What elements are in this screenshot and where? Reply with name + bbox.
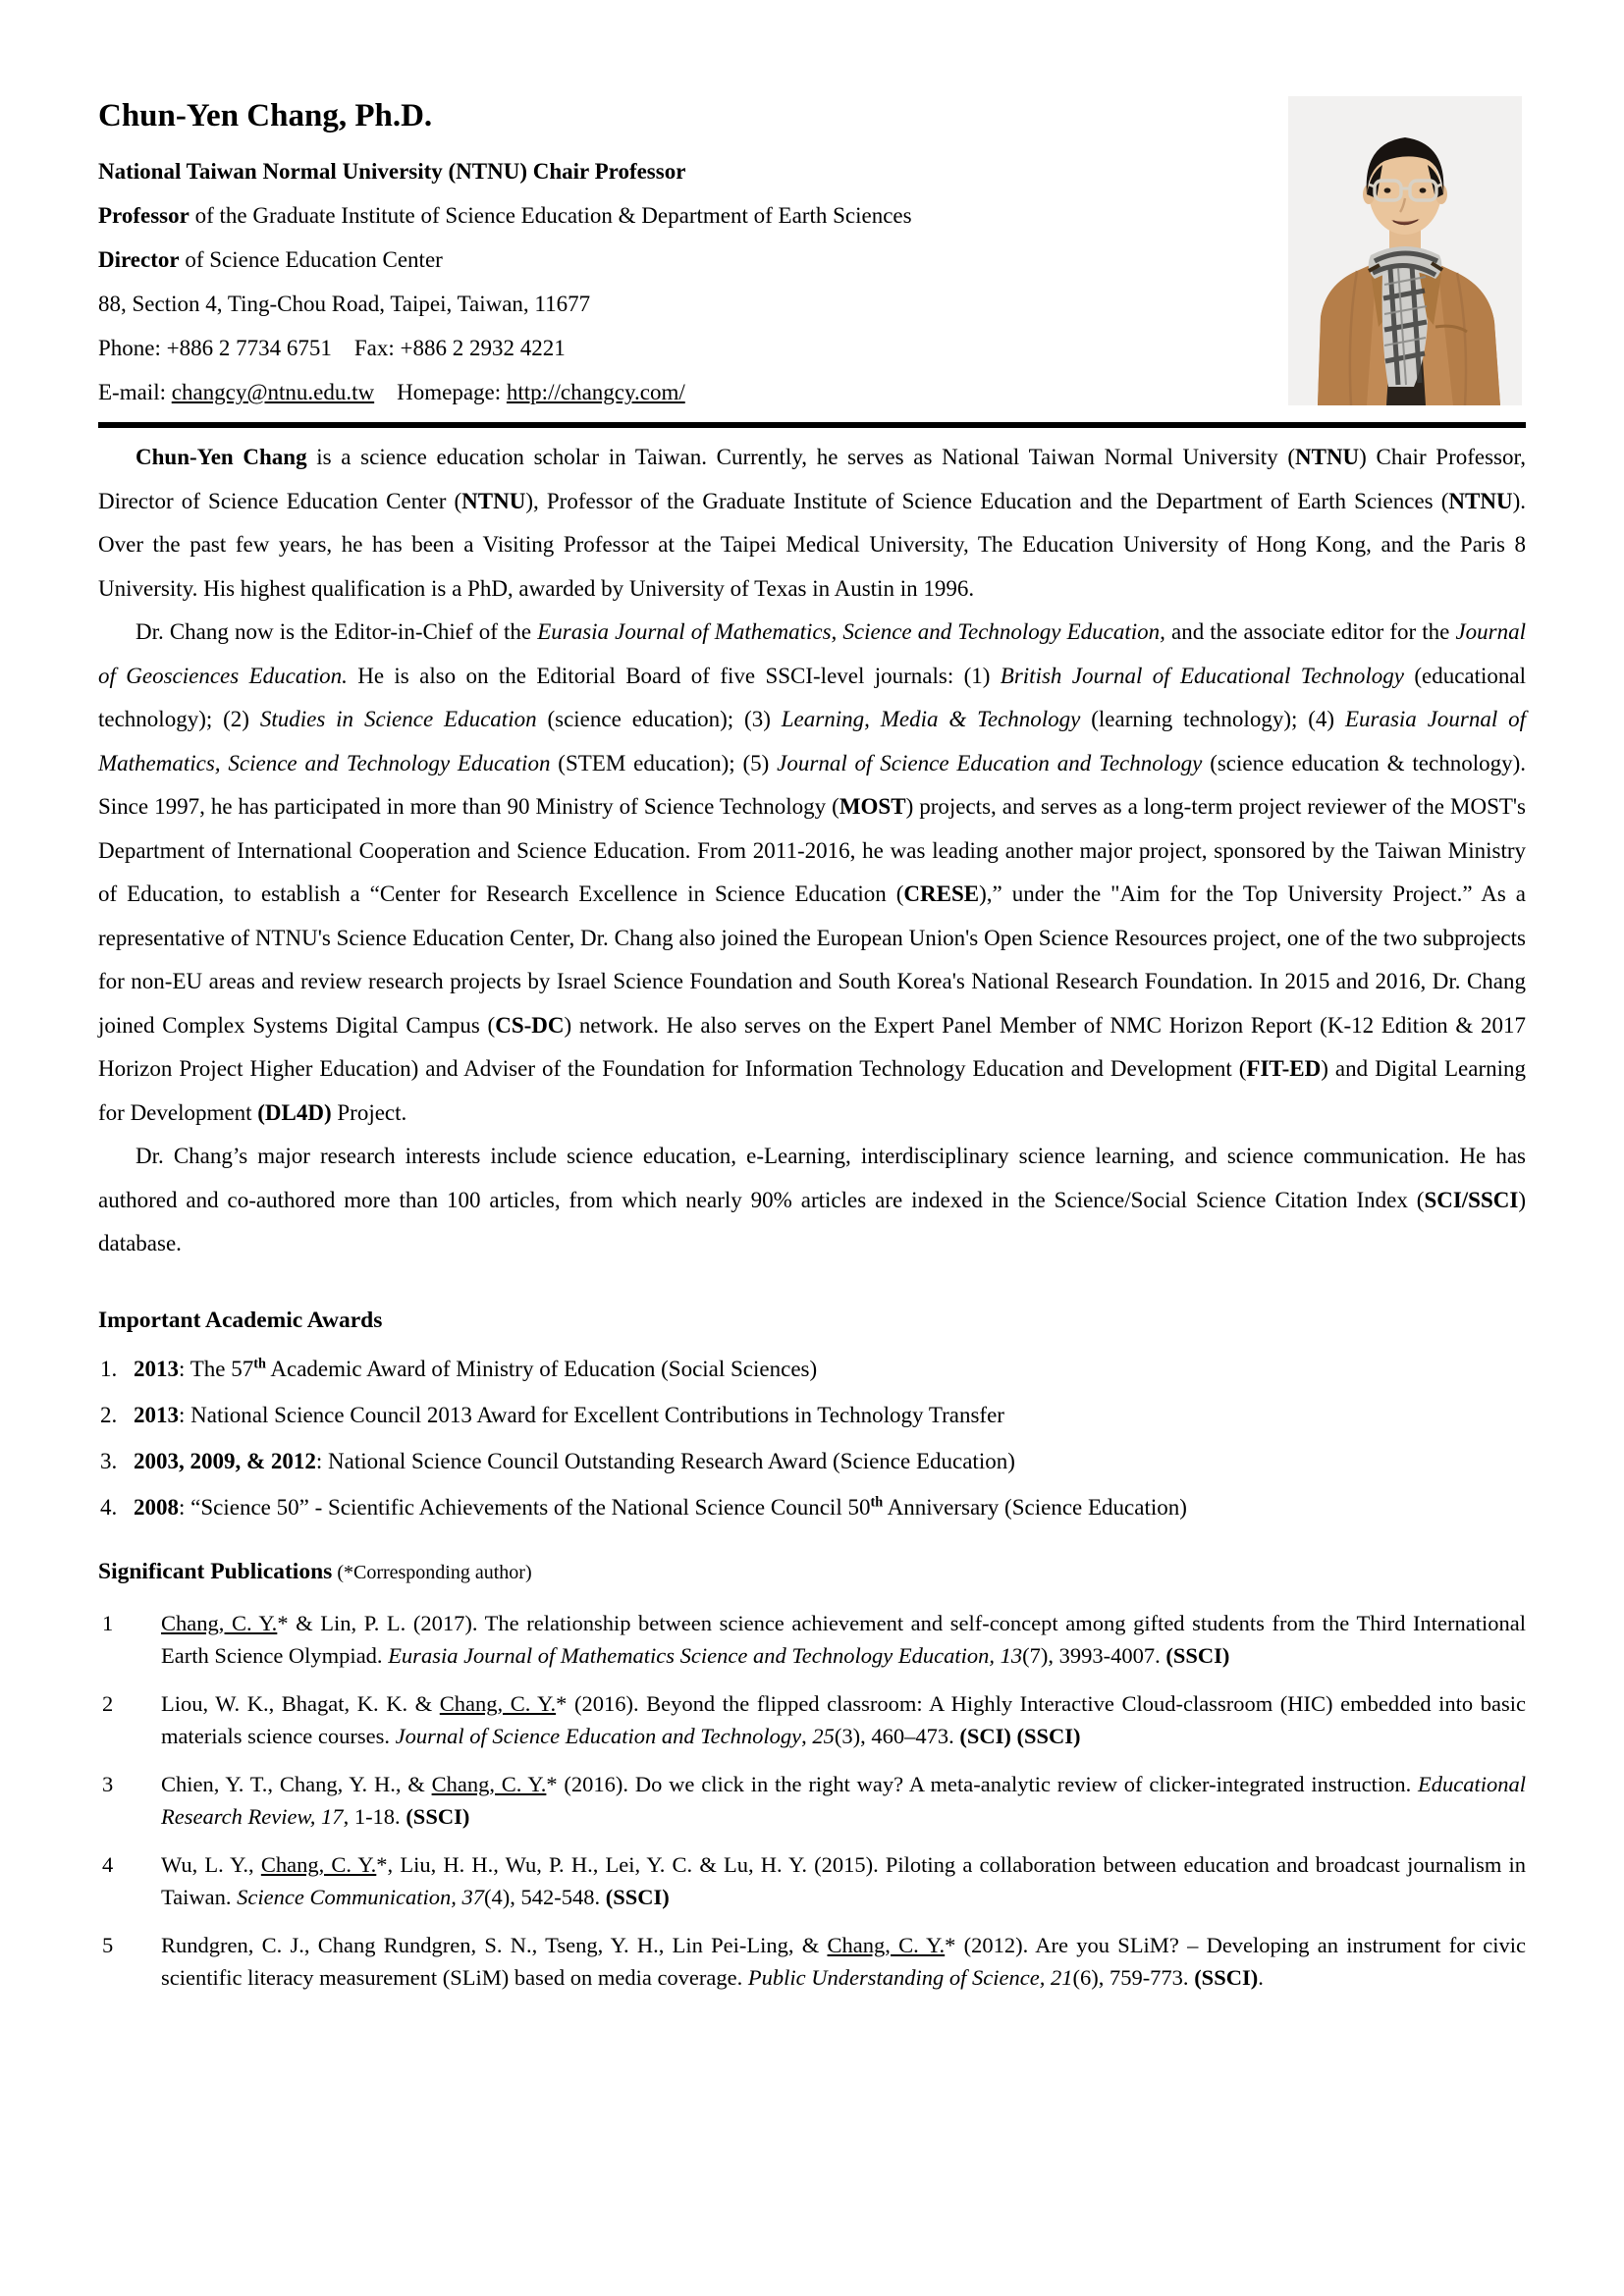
page-title: Chun-Yen Chang, Ph.D. — [98, 98, 433, 133]
award-text — [134, 1495, 1187, 1520]
text-segment: Science Communication, 37 — [237, 1884, 484, 1909]
text-segment: *, Liu, H. H., Wu, P. H., Lei, Y. C. & Lu, H. Y. (2015). Piloting a collaboration between education and broadcast journalism in Taiwan. — [161, 1851, 1527, 1909]
portrait-photo — [1288, 96, 1522, 405]
biography-section — [98, 436, 1526, 1266]
text-segment: 2003, 2009, & 2012 — [134, 1448, 316, 1473]
text-segment: Learning, Media & Technology — [781, 707, 1081, 731]
text-segment: FIT-ED — [1246, 1056, 1322, 1081]
text-segment: 2013 — [134, 1356, 179, 1381]
text-segment: Eurasia Journal of Mathematics Science and Technology Education, 13 — [388, 1642, 1023, 1668]
text-segment: * (2016). Beyond the flipped classroom: A Highly Interactive Cloud-classroom (HIC) embedded into basic materials science courses. — [161, 1690, 1526, 1748]
award-number: 4. — [100, 1494, 118, 1520]
text-segment: NTNU — [1295, 445, 1360, 469]
header-divider — [98, 422, 1526, 428]
text-segment: Project. — [331, 1099, 407, 1125]
text-segment: ) and Digital Learning for Development — [98, 1056, 1526, 1125]
text-segment: 25 — [812, 1723, 835, 1748]
award-text — [134, 1403, 1004, 1427]
professor-line — [98, 193, 1257, 238]
publication-number: 1 — [102, 1610, 114, 1635]
text-segment: : National Science Council Outstanding Research Award (Science Education) — [315, 1448, 1015, 1473]
text-segment: th — [870, 1493, 884, 1510]
text-segment: Professor — [98, 203, 189, 228]
text-segment: (SSCI) — [1194, 1964, 1259, 1990]
text-segment: and the associate editor for the — [1164, 619, 1456, 644]
text-segment: SCI/SSCI — [1424, 1187, 1519, 1212]
awards-heading: Important Academic Awards — [98, 1307, 383, 1333]
text-segment: * (2016). Do we click in the right way? A meta-analytic review of clicker-integrated instruction. — [546, 1771, 1419, 1796]
header — [98, 96, 1526, 414]
email-link[interactable]: changcy@ntnu.edu.tw — [171, 380, 375, 404]
text-segment: Chang, C. Y. — [431, 1771, 547, 1796]
publication-text — [161, 1772, 1526, 1829]
award-text — [134, 1357, 817, 1381]
text-segment: Eurasia Journal of Mathematics, Science and Technology Education, — [537, 619, 1165, 644]
publication-text — [161, 1852, 1526, 1909]
text-segment: National Taiwan Normal University (NTNU) Chair Professor — [98, 159, 686, 184]
text-segment: Director — [98, 247, 180, 272]
text-segment: He is also on the Editorial Board of five SSCI-level journals: (1) — [347, 663, 1001, 688]
publication-text — [161, 1611, 1526, 1668]
text-segment: (SSCI) — [1165, 1642, 1230, 1668]
text-segment: (SSCI) — [406, 1803, 470, 1829]
publication-item — [98, 1929, 1526, 1994]
text-segment: 2008 — [134, 1494, 179, 1520]
bio-paragraph-2 — [98, 611, 1526, 1135]
text-segment: Public Understanding of Science, 21 — [747, 1964, 1073, 1990]
text-segment: Journal of Geosciences Education. — [98, 619, 1526, 688]
award-number: 1. — [100, 1356, 118, 1381]
text-segment: (*Corresponding author) — [332, 1561, 532, 1583]
text-segment: , — [801, 1723, 813, 1748]
awards-list — [98, 1354, 1526, 1523]
award-number: 2. — [100, 1402, 118, 1427]
text-segment: Chien, Y. T., Chang, Y. H., & — [161, 1771, 432, 1796]
text-segment: Eurasia Journal of Mathematics, Science and Technology Education — [98, 707, 1527, 775]
text-segment: Chang, C. Y. — [827, 1932, 946, 1957]
affiliation-line — [98, 149, 1257, 193]
text-segment: (7), 3993-4007. — [1022, 1642, 1166, 1668]
text-segment: Liou, W. K., Bhagat, K. K. & — [161, 1690, 440, 1716]
text-segment: th — [253, 1355, 266, 1371]
text-segment: (DL4D) — [257, 1099, 332, 1125]
bio-paragraph-1 — [98, 436, 1526, 611]
director-line — [98, 238, 1257, 282]
publication-number: 5 — [102, 1932, 114, 1957]
text-segment: : The 57 — [179, 1356, 254, 1381]
text-segment: ) Chair Professor, Director of Science Education Center ( — [98, 445, 1526, 513]
text-segment: Phone: +886 2 7734 6751 Fax: +886 2 2932 4221 — [98, 336, 566, 360]
text-segment: (science education); (3) — [536, 707, 782, 731]
text-segment: MOST — [839, 794, 906, 819]
text-segment: CRESE — [903, 881, 980, 906]
publication-text — [161, 1691, 1526, 1748]
text-segment: (3), 460–473. — [834, 1723, 960, 1748]
text-segment: * (2012). Are you SLiM? – Developing an instrument for civic scientific literacy measurement (SLiM) based on media coverage. — [161, 1932, 1527, 1990]
publications-list — [98, 1607, 1526, 1994]
text-segment: Chun-Yen Chang — [135, 445, 307, 469]
text-segment: British Journal of Educational Technology — [1000, 663, 1404, 688]
text-segment: NTNU — [1448, 488, 1513, 513]
text-segment: Chang, C. Y. — [260, 1851, 377, 1877]
text-segment: * & Lin, P. L. (2017). The relationship between science achievement and self-concept among gifted students from the Third International Earth Science Olympiad. — [161, 1610, 1526, 1668]
text-segment: (science education & technology). Since 1997, he has participated in more than 90 Ministry of Science Technology ( — [98, 750, 1527, 819]
publication-number: 4 — [102, 1851, 114, 1877]
text-segment: ) projects, and serves as a long-term project reviewer of the MOST's Department of International Cooperation and Science Education. From 2011-2016, he was leading another major project, sponsored by the Taiwan Ministry of Education, to establish a “Center for Research Excellence in Science Education ( — [98, 794, 1526, 906]
text-segment: (educational technology); (2) — [98, 663, 1526, 731]
text-segment: , 1-18. — [343, 1803, 406, 1829]
text-segment: Chang, C. Y. — [439, 1690, 557, 1716]
text-segment: Journal of Science Education and Technology — [395, 1723, 802, 1748]
text-segment: of Science Education Center — [179, 247, 443, 272]
text-segment: of the Graduate Institute of Science Education & Department of Earth Sciences — [189, 203, 912, 228]
text-segment: 88, Section 4, Ting-Chou Road, Taipei, Taiwan, 11677 — [98, 292, 591, 316]
text-segment: (learning technology); (4) — [1080, 707, 1345, 731]
text-segment: ) database. — [98, 1187, 1526, 1255]
text-segment: 2013 — [134, 1402, 179, 1427]
text-segment: Journal of Science Education and Technology — [777, 750, 1203, 775]
publication-number: 3 — [102, 1771, 114, 1796]
text-segment: ), Professor of the Graduate Institute of Science Education and the Department of Earth Sciences ( — [525, 488, 1449, 513]
email-homepage-line — [98, 370, 1257, 414]
text-segment: E-mail: — [98, 380, 172, 404]
text-segment: (SCI) (SSCI) — [959, 1723, 1081, 1748]
award-number: 3. — [100, 1448, 118, 1473]
text-segment: Chang, C. Y. — [161, 1610, 278, 1635]
text-segment: Anniversary (Science Education) — [883, 1494, 1187, 1520]
text-segment: : National Science Council 2013 Award for Excellent Contributions in Technology Transfer — [179, 1402, 1004, 1427]
publication-item — [98, 1848, 1526, 1913]
header-text — [98, 96, 1257, 414]
publication-number: 2 — [102, 1690, 114, 1716]
address-line — [98, 282, 1257, 326]
text-segment: (6), 759-773. — [1072, 1964, 1195, 1990]
award-item — [98, 1446, 1526, 1477]
phone-fax-line — [98, 326, 1257, 370]
text-segment: (4), 542-548. — [483, 1884, 606, 1909]
award-item — [98, 1400, 1526, 1431]
text-segment: ),” under the "Aim for the Top University Project.” As a representative of NTNU's Science Education Center, Dr. Chang also joined the European Union's Open Science Resources project, one of the two subprojects for non-EU areas and review research projects by Israel Science Foundation and South Korea's National Research Foundation. In 2015 and 2016, Dr. Chang joined Complex Systems Digital Campus ( — [98, 881, 1527, 1038]
publication-text — [161, 1933, 1526, 1990]
bio-paragraph-3 — [98, 1135, 1526, 1266]
publication-item — [98, 1687, 1526, 1752]
text-segment: ) network. He also serves on the Expert Panel Member of NMC Horizon Report (K-12 Edition & 2017 Horizon Project Higher Education) and Adviser of the Foundation for Information Technology Education and Development ( — [98, 1012, 1526, 1081]
portrait-illustration — [1288, 96, 1522, 405]
award-item — [98, 1354, 1526, 1385]
text-segment: Studies in Science Education — [259, 707, 537, 731]
text-segment: (STEM education); (5) — [550, 750, 778, 775]
text-segment: Rundgren, C. J., Chang Rundgren, S. N., Tseng, Y. H., Lin Pei-Ling, & — [161, 1932, 828, 1957]
text-segment: is a science education scholar in Taiwan. Currently, he serves as National Taiwan Normal University ( — [306, 445, 1295, 469]
text-segment: . — [1258, 1964, 1264, 1990]
text-segment: Wu, L. Y., — [161, 1851, 261, 1877]
text-segment: Significant Publications — [98, 1558, 333, 1584]
homepage-link[interactable]: http://changcy.com/ — [506, 380, 685, 404]
text-segment: : “Science 50” - Scientific Achievements of the National Science Council 50 — [179, 1494, 871, 1520]
award-item — [98, 1492, 1526, 1523]
text-segment: NTNU — [461, 488, 526, 513]
text-segment: Dr. Chang’s major research interests include science education, e-Learning, interdisciplinary science learning, and science communication. He has authored and co-authored more than 100 articles, from which nearly 90% articles are indexed in the Science/Social Science Citation Index ( — [98, 1144, 1526, 1212]
publication-item — [98, 1607, 1526, 1672]
text-segment: Homepage: — [374, 380, 507, 404]
text-segment: CS-DC — [495, 1012, 565, 1038]
text-segment: ). Over the past few years, he has been a Visiting Professor at the Taipei Medical University, The Education University of Hong Kong, and the Paris 8 University. His highest qualification is a PhD, awarded by University of Texas in Austin in 1996. — [98, 488, 1526, 601]
publications-heading — [98, 1559, 1526, 1585]
text-segment: (SSCI) — [605, 1884, 670, 1909]
text-segment: Academic Award of Ministry of Education (Social Sciences) — [265, 1356, 818, 1381]
publication-item — [98, 1768, 1526, 1833]
text-segment: Educational Research Review, 17 — [161, 1771, 1526, 1829]
award-text — [134, 1449, 1015, 1473]
text-segment: Dr. Chang now is the Editor-in-Chief of the — [135, 619, 538, 644]
